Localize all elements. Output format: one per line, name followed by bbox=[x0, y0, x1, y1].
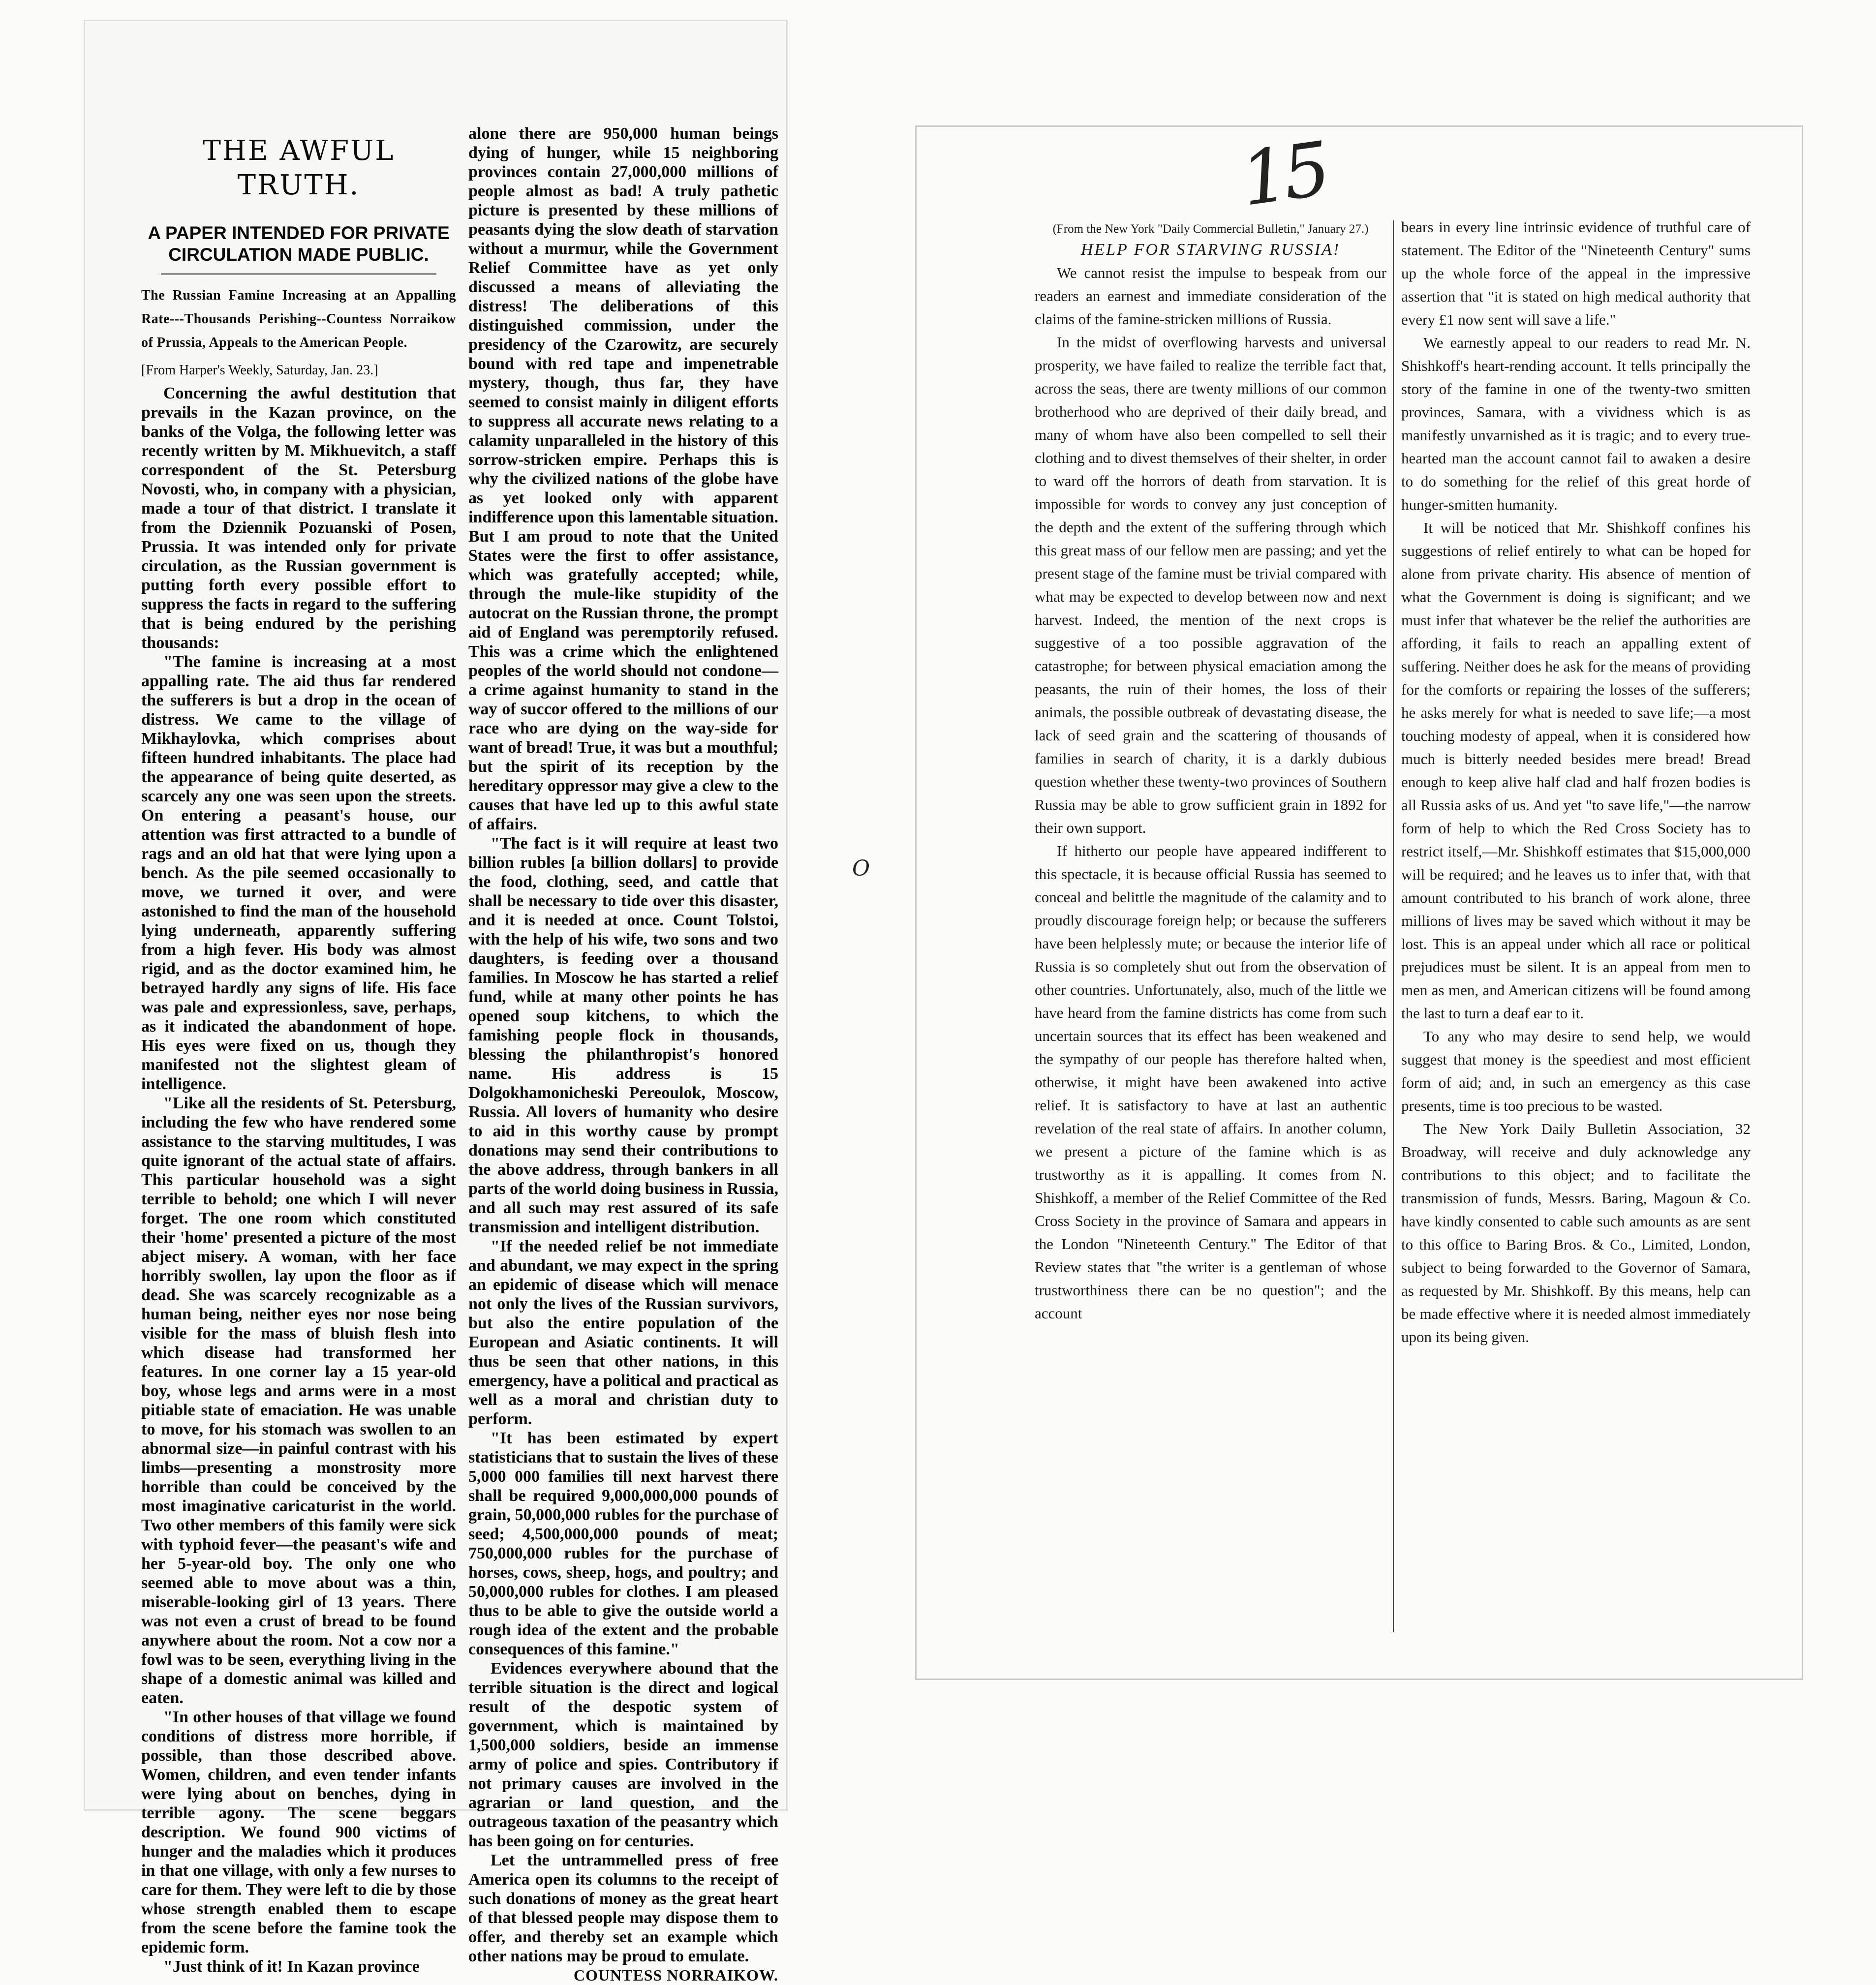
paragraph: If hitherto our people have appeared indifferent to this spectacle, it is because official Russia has seemed to conceal and belittle the magnitude of the calamity and to proudly discourage foreign help; or because the sufferers have been helplessly mute; or because the interior life of Russia is so completely shut out from the observation of other countries. Unfortunately, also, much of the little we have heard from the famine districts has come from such uncertain sources that its effect has been weakened and the sympathy of our people has therefore halted when, otherwise, it might have been awakened into active relief. It is satisfactory to have at last an authentic revelation of the real state of affairs. In another column, we present a picture of the famine which is as trustworthy as it is appalling. It comes from N. Shishkoff, a member of the Relief Committee of the Red Cross Society in the province of Samara and appears in the London "Nineteenth Century." The Editor of that Review states that "the writer is a gentleman of whose trustworthiness there can be no question"; and the account bbox=[1035, 842, 1386, 1322]
paragraph: Let the untrammelled press of free America open its columns to the receipt of such donations of money as the great heart of that blessed people may dispose them to offer, and thereby set an example which other nations may be proud to emulate. bbox=[468, 1851, 778, 1965]
left-column-1 bbox=[141, 134, 456, 1976]
title-rule bbox=[161, 274, 436, 275]
paragraph: To any who may desire to send help, we would suggest that money is the speediest and most efficient form of aid; and, in such an emergency as this case presents, time is too precious to be wasted. bbox=[1401, 1028, 1751, 1114]
article-source: (From the New York "Daily Commercial Bulletin," January 27.) bbox=[1052, 222, 1369, 236]
column-divider bbox=[1393, 220, 1394, 1632]
right-column-1 bbox=[1035, 220, 1386, 1657]
paragraph: bears in every line intrinsic evidence of truthful care of statement. The Editor of the "Nineteenth Century" sums up the whole force of the appeal in the impressive assertion that "it is stated on high medical authority that every £1 now sent will save a life." bbox=[1401, 218, 1751, 328]
article-deck: The Russian Famine Increasing at an Appalling Rate---Thousands Perishing--Countess Norraikow of Prussia, Appeals to the American People. bbox=[141, 288, 456, 350]
paragraph: We cannot resist the impulse to bespeak from our readers an earnest and immediate consideration of the claims of the famine-stricken millions of Russia. bbox=[1035, 264, 1386, 328]
paragraph: In the midst of overflowing harvests and universal prosperity, we have failed to realize the terrible fact that, across the seas, there are twenty millions of our common brotherhood who are deprived of their daily bread, and many of whom have also been compelled to sell their clothing and to divest themselves of their shelter, in order to ward off the horrors of death from starvation. It is impossible for words to convey any just conception of the depth and the extent of the suffering through which this great mass of our fellow men are passing; and yet the present stage of the famine must be trivial compared with what may be expected to develop between now and next harvest. Indeed, the mention of the next crops is suggestive of a too possible aggravation of the catastrophe; for between physical emaciation among the peasants, the ruin of their homes, the loss of their animals, the possible outbreak of devastating disease, the lack of seed grain and the scattering of thousands of families in search of charity, it is a darkly dubious question whether these twenty-two provinces of Southern Russia may be able to grow sufficient grain in 1892 for their own support. bbox=[1035, 334, 1386, 836]
paragraph: Concerning the awful destitution that prevails in the Kazan province, on the banks of the Volga, the following letter was recently written by M. Mikhuevitch, a staff correspondent of the St. Petersburg Novosti, who, in company with a physician, made a tour of that district. I translate it from the Dziennik Pozuanski of Posen, Prussia. It was intended only for private circulation, as the Russian government is putting forth every possible effort to suppress the facts in regard to the suffering that is being endured by the perishing thousands: bbox=[141, 384, 456, 652]
commercial-bulletin-clipping bbox=[915, 125, 1803, 1680]
article-title: THE AWFUL TRUTH. bbox=[202, 135, 395, 201]
paragraph: "If the needed relief be not immediate and abundant, we may expect in the spring an epidemic of disease which will menace not only the lives of the Russian survivors, but also the entire population of the European and Asiatic continents. It will thus be seen that other nations, in this emergency, have a political and practical as well as a moral and christian duty to perform. bbox=[468, 1237, 778, 1428]
paragraph: We earnestly appeal to our readers to read Mr. N. Shishkoff's heart-rending account. It tells principally the story of the famine in one of the twenty-two smitten provinces, Samara, with a vividness which is as manifestly unvarnished as it is tragic; and to every true-hearted man the account cannot fail to awaken a desire to do something for the relief of this great horde of hunger-smitten humanity. bbox=[1401, 334, 1751, 513]
paragraph: The New York Daily Bulletin Association, 32 Broadway, will receive and duly acknowledge any contributions to this object; and to facilitate the transmission of funds, Messrs. Baring, Magoun & Co. have kindly consented to cable such amounts as are sent to this office to Baring Bros. & Co., Limited, London, subject to being forwarded to the Governor of Samara, as requested by Mr. Shishkoff. By this means, help can be made effective where it is needed almost immediately upon its being given. bbox=[1401, 1120, 1751, 1345]
article-source: [From Harper's Weekly, Saturday, Jan. 23.] bbox=[141, 363, 378, 378]
article-subtitle: A PAPER INTENDED FOR PRIVATE CIRCULATION MADE PUBLIC. bbox=[148, 223, 450, 265]
paragraph: "The fact is it will require at least two billion rubles [a billion dollars] to provide the food, clothing, seed, and cattle that shall be necessary to tide over this disaster, and it is needed at once. Count Tolstoi, with the help of his wife, two sons and two daughters, is feeding over a thousand families. In Moscow he has started a relief fund, while at many other points he has opened soup kitchens, to which the famishing people flock in thousands, blessing the philanthropist's honored name. His address is 15 Dolgokhamonicheski Pereoulok, Moscow, Russia. All lovers of humanity who desire to aid in this worthy cause by prompt donations may send their contributions to the above address, through bankers in all parts of the world doing business in Russia, and all such may rest assured of its safe transmission and intelligent distribution. bbox=[468, 834, 778, 1236]
paragraph: It will be noticed that Mr. Shishkoff confines his suggestions of relief entirely to what can be hoped for alone from private charity. His absence of mention of what the Government is doing is significant; and we must infer that whatever be the relief the authorities are affording, it fails to reach an appalling extent of suffering. Neither does he ask for the means of providing for the comforts or repairing the losses of the sufferers; he asks merely for what is needed to save life;—a most touching modesty of appeal, when it is considered how much is bitterly needed besides mere bread! Bread enough to keep alive half clad and half frozen bodies is all Russia asks of us. And yet "to save life,"—the narrow form of help to which the Red Cross Society has to restrict itself,—Mr. Shishkoff estimates that $15,000,000 will be required; and he leaves us to infer that, with that amount contributed to his branch of work alone, three millions of lives may be saved which without it may be lost. This is an appeal under which all race or political prejudices must be silent. It is an appeal from men to men as men, and American citizens will be found among the last to turn a deaf ear to it. bbox=[1401, 519, 1751, 1022]
paragraph: "The famine is increasing at a most appalling rate. The aid thus far rendered the sufferers is but a drop in the ocean of distress. We came to the village of Mikhaylovka, which comprises about fifteen hundred inhabitants. The place had the appearance of being quite deserted, as scarcely any one was seen upon the streets. On entering a peasant's house, our attention was first attracted to a bundle of rags and an old hat that were lying upon a bench. As the pile seemed occasionally to move, we turned it over, and were astonished to find the man of the household lying underneath, apparently suffering from a high fever. His body was almost rigid, and as the doctor examined him, he betrayed hardly any signs of life. His face was pale and expressionless, save, perhaps, as it indicated the abandonment of hope. His eyes were fixed on us, though they manifested not the slightest gleam of intelligence. bbox=[141, 653, 456, 1093]
signature: COUNTESS NORRAIKOW. bbox=[573, 1966, 778, 1984]
handwritten-page-number: 15 bbox=[1235, 126, 1331, 223]
right-column-2 bbox=[1401, 215, 1751, 1657]
article-heading: HELP FOR STARVING RUSSIA! bbox=[1080, 241, 1341, 259]
paragraph: "It has been estimated by expert statisticians that to sustain the lives of these 5,000 000 families till next harvest there shall be required 9,000,000,000 pounds of grain, 50,000,000 rubles for the purchase of seed; 4,500,000,000 pounds of meat; 750,000,000 rubles for the purchase of horses, cows, sheep, hogs, and poultry; and 50,000,000 rubles for clothes. I am pleased thus to be able to give the outside world a rough idea of the extent and the probable consequences of this famine." bbox=[468, 1429, 778, 1658]
paragraph: "In other houses of that village we found conditions of distress more horrible, if possible, than those described above. Women, children, and even tender infants were lying about on benches, dying in terrible agony. The scene beggars description. We found 900 victims of hunger and the maladies which it produces in that one village, with only a few nurses to care for them. They were left to die by those whose strength enabled them to escape from the scene before the famine took the epidemic form. bbox=[141, 1708, 456, 1956]
paragraph: "Just think of it! In Kazan province bbox=[163, 1957, 420, 1976]
margin-mark: O bbox=[852, 856, 870, 881]
paragraph: Evidences everywhere abound that the terrible situation is the direct and logical result of the despotic system of government, which is maintained by 1,500,000 soldiers, beside an immense army of police and spies. Contributory if not primary causes are involved in the agrarian or land question, and the outrageous taxation of the peasantry which has been going on for centuries. bbox=[468, 1659, 778, 1850]
left-column-2 bbox=[468, 124, 778, 1984]
harpers-weekly-clipping bbox=[84, 20, 787, 1984]
paragraph: alone there are 950,000 human beings dying of hunger, while 15 neighboring provinces contain 27,000,000 millions of people almost as bad! A truly pathetic picture is presented by these millions of peasants dying the slow death of starvation without a murmur, while the Government Relief Committee have as yet only discussed a means of alleviating the distress! The deliberations of this distinguished commission, under the presidency of the Czarowitz, are securely bound with red tape and impenetrable mystery, though, thus far, they have seemed to consist mainly in diligent efforts to suppress all accurate news relating to a calamity unparalleled in the history of this sorrow-stricken empire. Perhaps this is why the civilized nations of the globe have as yet looked only with apparent indifference upon this lamentable situation. But I am proud to note that the United States were the first to offer assistance, which was gratefully accepted; while, through the mule-like stupidity of the autocrat on the Russian throne, the prompt aid of England was peremptorily refused. This was a crime which the enlightened peoples of the world should not condone—a crime against humanity to stand in the way of succor offered to the millions of our race who are dying on the way-side for want of bread! True, it was but a mouthful; but the spirit of its reception by the hereditary oppressor may give a clew to the causes that have led up to this awful state of affairs. bbox=[468, 124, 778, 833]
paragraph: "Like all the residents of St. Petersburg, including the few who have rendered some assistance to the starving multitudes, I was quite ignorant of the actual state of affairs. This particular household was a sight terrible to behold; one which I will never forget. The one room which constituted their 'home' presented a picture of the most abject misery. A woman, with her face horribly swollen, lay upon the floor as if dead. She was scarcely recognizable as a human being, neither eyes nor nose being visible for the mass of bluish flesh into which disease had transformed her features. In one corner lay a 15 year-old boy, whose legs and arms were in a most pitiable state of emaciation. He was unable to move, for his stomach was swollen to an abnormal size—in painful contrast with his limbs—presenting a monstrosity more horrible than could be conceived by the most imaginative caricaturist in the world. Two other members of this family were sick with typhoid fever—the peasant's wife and her 5-year-old boy. The only one who seemed able to move about was a thin, miserable-looking girl of 13 years. There was not even a crust of bread to be found anywhere about the room. Not a cow nor a fowl was to be seen, everything living in the shape of a domestic animal was killed and eaten. bbox=[141, 1094, 456, 1707]
